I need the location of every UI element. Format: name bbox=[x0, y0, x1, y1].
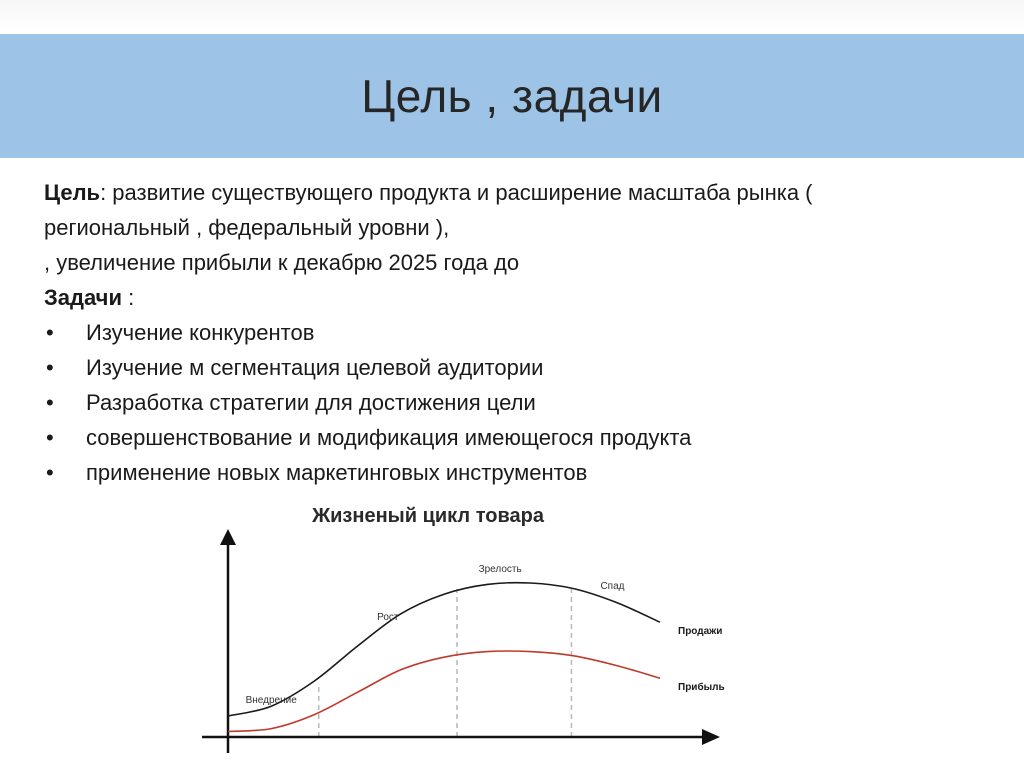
stage-label: Рост bbox=[377, 612, 399, 623]
top-shade bbox=[0, 0, 1024, 34]
task-text: Изучение м сегментация целевой аудитории bbox=[86, 355, 544, 380]
bullet: • bbox=[46, 355, 54, 380]
stage-label: Зрелость bbox=[478, 564, 522, 575]
chart-title: Жизненый цикл товара bbox=[312, 505, 544, 527]
goal-line-1 bbox=[44, 175, 994, 210]
stage-label: Внедрение bbox=[245, 695, 297, 706]
x-axis-arrow-icon bbox=[702, 729, 720, 745]
slide-title: Цель , задачи bbox=[361, 70, 663, 122]
goal-line-3: , увеличение прибыли к декабрю 2025 года до bbox=[44, 250, 520, 275]
tasks-list bbox=[44, 315, 994, 490]
series-label-sales: Продажи bbox=[678, 626, 723, 638]
bullet: • bbox=[46, 460, 54, 485]
task-item bbox=[44, 455, 994, 490]
title-bar bbox=[0, 34, 1024, 158]
tasks-label-suffix: : bbox=[121, 285, 135, 310]
goal-label: Цель bbox=[44, 180, 101, 205]
tasks-heading bbox=[44, 280, 994, 315]
bullet: • bbox=[46, 390, 54, 415]
plot-area bbox=[202, 529, 725, 753]
bullet: • bbox=[46, 320, 54, 345]
stage-label: Спад bbox=[600, 581, 625, 592]
task-item bbox=[44, 315, 994, 350]
goal-line-2: региональный , федеральный уровни ), bbox=[44, 215, 450, 240]
task-item bbox=[44, 420, 994, 455]
tasks-label: Задачи bbox=[44, 285, 122, 310]
task-text: применение новых маркетинговых инструментов bbox=[86, 460, 588, 485]
slide-content bbox=[44, 175, 994, 490]
series-label-profit: Прибыль bbox=[678, 682, 725, 694]
task-text: Разработка стратегии для достижения цели bbox=[86, 390, 536, 415]
task-item bbox=[44, 350, 994, 385]
series-line-profit bbox=[228, 651, 660, 731]
goal-text-1: : развитие существующего продукта и расширение масштаба рынка ( bbox=[100, 180, 813, 205]
bullet: • bbox=[46, 425, 54, 450]
task-item bbox=[44, 385, 994, 420]
y-axis-arrow-icon bbox=[220, 529, 236, 545]
task-text: совершенствование и модификация имеющегося продукта bbox=[86, 425, 692, 450]
lifecycle-chart bbox=[190, 495, 750, 767]
lifecycle-chart-svg bbox=[190, 495, 750, 767]
task-text: Изучение конкурентов bbox=[86, 320, 315, 345]
